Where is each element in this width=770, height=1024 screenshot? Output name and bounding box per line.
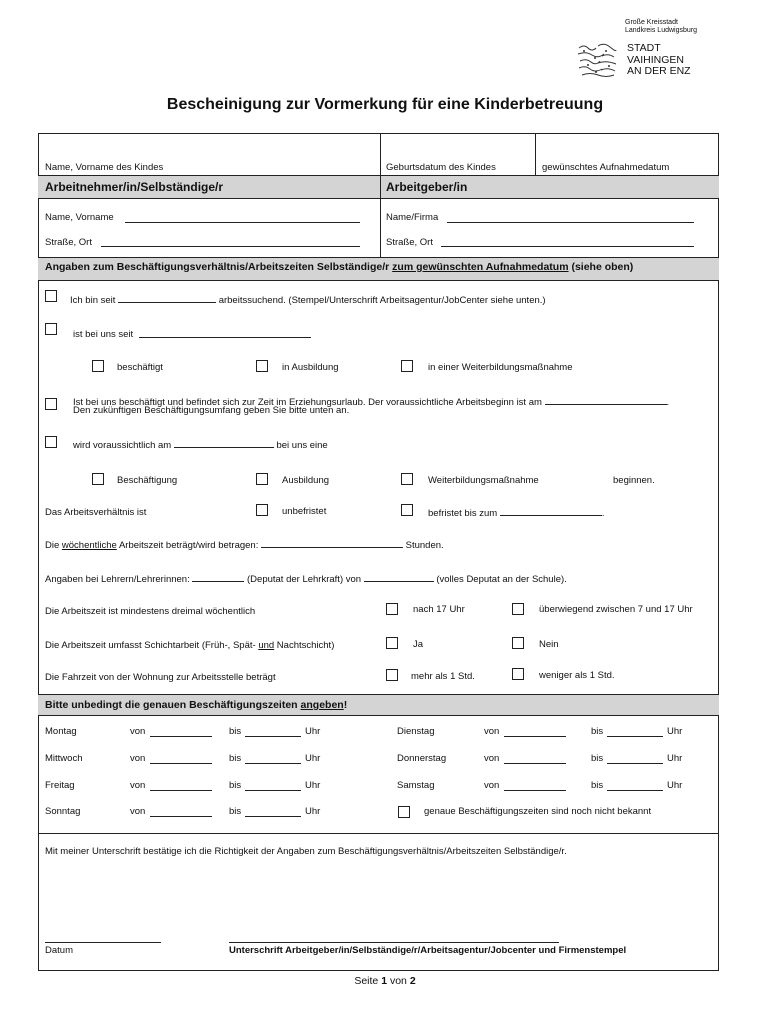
between-checkbox[interactable] — [512, 603, 524, 615]
to-time-field[interactable] — [245, 736, 301, 737]
employee-name-label: Name, Vorname — [45, 212, 114, 223]
times-heading — [45, 699, 347, 711]
admission-date-label: gewünschtes Aufnahmedatum — [542, 162, 670, 173]
parental-leave-checkbox[interactable] — [45, 398, 57, 410]
divider — [535, 133, 536, 175]
shift-underlined: und — [258, 640, 275, 651]
future-before: wird voraussichtlich am — [73, 440, 174, 451]
from-time-field[interactable] — [504, 736, 566, 737]
further-education-checkbox[interactable] — [401, 473, 413, 485]
shift-text — [45, 640, 334, 651]
page-prefix: Seite — [354, 975, 382, 987]
logo-line-3: AN DER ENZ — [627, 65, 691, 77]
after17-checkbox[interactable] — [386, 603, 398, 615]
commute-label: Die Fahrzeit von der Wohnung zur Arbeitsstelle beträgt — [45, 672, 276, 683]
since-checkbox[interactable] — [45, 323, 57, 335]
future-checkbox[interactable] — [45, 436, 57, 448]
from-label: von — [130, 806, 146, 817]
shift-no-checkbox[interactable] — [512, 637, 524, 649]
employee-street-field[interactable] — [101, 246, 360, 247]
parental-line-1: Ist bei uns beschäftigt und befindet sich zur Zeit im Erziehungsurlaub. Der voraussichtliche Arbeitsbeginn ist am . — [73, 397, 670, 408]
weekday-label: Samstag — [397, 780, 435, 791]
thrice-label: Die Arbeitszeit ist mindestens dreimal wöchentlich — [45, 606, 256, 617]
weekly-underlined: wöchentliche — [61, 540, 117, 551]
commute-more-checkbox[interactable] — [386, 669, 398, 681]
to-time-field[interactable] — [607, 736, 663, 737]
weekday-label: Dienstag — [397, 726, 435, 737]
from-time-field[interactable] — [150, 790, 212, 791]
limited-checkbox[interactable] — [401, 504, 413, 516]
shift-after: Nachtschicht) — [274, 640, 335, 651]
logo-line-2: VAIHINGEN — [627, 53, 684, 66]
shift-yes-checkbox[interactable] — [386, 637, 398, 649]
after17-label: nach 17 Uhr — [413, 604, 465, 615]
apprenticeship-label: Ausbildung — [282, 475, 330, 486]
weekday-label: Montag — [45, 726, 77, 737]
times-unknown-checkbox[interactable] — [398, 806, 410, 818]
parental-text-1: Ist bei uns beschäftigt und befindet sich zur Zeit im Erziehungsurlaub. Der voraussichtliche Arbeitsbeginn ist am — [73, 397, 545, 408]
from-time-field[interactable] — [150, 816, 212, 817]
limited-text: befristet bis zum . — [428, 508, 605, 519]
to-label: bis — [591, 726, 604, 737]
to-time-field[interactable] — [245, 790, 301, 791]
from-label: von — [484, 726, 500, 737]
teachers-mid: (Deputat der Lehrkraft) von — [244, 574, 364, 585]
training-label: in Ausbildung — [282, 362, 339, 373]
uhr-label: Uhr — [305, 753, 321, 764]
to-label: bis — [229, 806, 242, 817]
weekday-label: Mittwoch — [45, 753, 83, 764]
employment-heading-b: zum gewünschten Aufnahmedatum — [392, 261, 569, 273]
limited-label: befristet bis zum — [428, 508, 500, 519]
weekly-before: Die — [45, 540, 62, 551]
to-time-field[interactable] — [245, 816, 301, 817]
authority-block — [625, 19, 697, 35]
seeking-text — [70, 293, 546, 306]
city-coat-of-arms-icon — [576, 42, 618, 78]
seeking-before: Ich bin seit — [70, 295, 119, 306]
seeking-checkbox[interactable] — [45, 290, 57, 302]
future-text — [73, 438, 328, 451]
further-training-checkbox[interactable] — [401, 360, 413, 372]
to-label: bis — [229, 726, 242, 737]
teachers-text — [45, 572, 567, 585]
employee-name-field[interactable] — [125, 222, 360, 223]
begin-label: beginnen. — [613, 475, 655, 486]
times-heading-a: Bitte unbedingt die genauen Beschäftigungszeiten — [45, 699, 301, 711]
from-time-field[interactable] — [504, 790, 566, 791]
city-logo-text — [627, 43, 691, 78]
teachers-after: (volles Deputat an der Schule). — [433, 574, 567, 585]
contract-label: Das Arbeitsverhältnis ist — [45, 507, 147, 518]
employer-firm-field[interactable] — [447, 222, 694, 223]
commute-less-checkbox[interactable] — [512, 668, 524, 680]
employer-heading: Arbeitgeber/in — [386, 180, 468, 194]
employment-checkbox[interactable] — [92, 473, 104, 485]
employment-heading — [45, 261, 633, 273]
employed-label: beschäftigt — [117, 362, 163, 373]
uhr-label: Uhr — [667, 726, 683, 737]
times-header — [38, 694, 719, 716]
from-label: von — [130, 726, 146, 737]
employment-heading-c: (siehe oben) — [568, 261, 634, 273]
authority-city: Große Kreisstadt — [625, 19, 678, 26]
confirm-text: Mit meiner Unterschrift bestätige ich die Richtigkeit der Angaben zum Beschäftigungsverhältnis/Arbeitszeiten Selbständige/r. — [45, 846, 567, 857]
page-number — [0, 975, 770, 987]
teachers-before: Angaben bei Lehrern/Lehrerinnen: — [45, 574, 193, 585]
from-label: von — [484, 753, 500, 764]
uhr-label: Uhr — [667, 753, 683, 764]
to-label: bis — [229, 753, 242, 764]
divider — [380, 175, 381, 257]
seeking-since-field[interactable] — [118, 293, 216, 303]
page-mid: von — [387, 975, 410, 987]
from-time-field[interactable] — [150, 763, 212, 764]
employee-heading: Arbeitnehmer/in/Selbständige/r — [45, 180, 224, 194]
authority-district: Landkreis Ludwigsburg — [625, 27, 697, 34]
employed-checkbox[interactable] — [92, 360, 104, 372]
commute-less-label: weniger als 1 Std. — [539, 670, 615, 681]
employment-header — [38, 257, 719, 281]
from-label: von — [130, 780, 146, 791]
divider — [38, 833, 719, 834]
to-time-field[interactable] — [607, 763, 663, 764]
uhr-label: Uhr — [667, 780, 683, 791]
uhr-label: Uhr — [305, 780, 321, 791]
employment-heading-a: Angaben zum Beschäftigungsverhältnis/Arbeitszeiten Selbständige/r — [45, 261, 393, 273]
logo-line-1: STADT — [627, 42, 661, 54]
date-field[interactable] — [45, 942, 161, 943]
from-label: von — [130, 753, 146, 764]
employer-street-label: Straße, Ort — [386, 237, 433, 248]
from-time-field[interactable] — [150, 736, 212, 737]
further-education-label: Weiterbildungsmaßnahme — [428, 475, 539, 486]
employer-street-field[interactable] — [441, 246, 694, 247]
parental-begin-field[interactable] — [545, 395, 667, 405]
weekly-mid: Arbeitszeit beträgt/wird betragen: — [116, 540, 261, 551]
unlimited-checkbox[interactable] — [256, 504, 268, 516]
from-time-field[interactable] — [504, 763, 566, 764]
page-current: 1 — [381, 975, 388, 987]
training-checkbox[interactable] — [256, 360, 268, 372]
times-heading-c: ! — [343, 699, 348, 711]
since-field[interactable] — [139, 337, 311, 338]
school-deputat-field[interactable] — [364, 572, 434, 582]
divider — [380, 133, 381, 175]
uhr-label: Uhr — [305, 806, 321, 817]
future-after: bei uns eine — [273, 440, 328, 451]
from-label: von — [484, 780, 500, 791]
weekly-hours-field[interactable] — [261, 538, 403, 548]
to-label: bis — [591, 753, 604, 764]
to-label: bis — [229, 780, 242, 791]
signature-field[interactable] — [229, 942, 559, 943]
weekday-label: Freitag — [45, 780, 75, 791]
future-date-field[interactable] — [174, 438, 274, 448]
child-birthdate-label: Geburtsdatum des Kindes — [386, 162, 496, 173]
shift-yes-label: Ja — [413, 639, 424, 650]
times-unknown-label: genaue Beschäftigungszeiten sind noch nicht bekannt — [424, 806, 652, 817]
teacher-deputat-field[interactable] — [192, 572, 244, 582]
between-label: überwiegend zwischen 7 und 17 Uhr — [539, 604, 693, 615]
weekly-after: Stunden. — [403, 540, 444, 551]
date-label: Datum — [45, 945, 73, 956]
to-label: bis — [591, 780, 604, 791]
shift-no-label: Nein — [539, 639, 559, 650]
uhr-label: Uhr — [305, 726, 321, 737]
page-total: 2 — [409, 975, 416, 987]
weekday-label: Sonntag — [45, 806, 81, 817]
unlimited-label: unbefristet — [282, 506, 327, 517]
limited-until-field[interactable] — [500, 506, 602, 516]
commute-more-label: mehr als 1 Std. — [411, 671, 475, 682]
child-name-label: Name, Vorname des Kindes — [45, 162, 164, 173]
parental-line-2: Den zukünftigen Beschäftigungsumfang geben Sie bitte unten an. — [73, 405, 350, 416]
to-time-field[interactable] — [245, 763, 301, 764]
weekday-label: Donnerstag — [397, 753, 447, 764]
since-label: ist bei uns seit — [73, 329, 134, 340]
employer-firm-label: Name/Firma — [386, 212, 439, 223]
times-heading-b: angeben — [300, 699, 344, 711]
to-time-field[interactable] — [607, 790, 663, 791]
further-training-label: in einer Weiterbildungsmaßnahme — [428, 362, 573, 373]
seeking-after: arbeitssuchend. (Stempel/Unterschrift Arbeitsagentur/JobCenter siehe unten.) — [216, 295, 546, 306]
employment-label: Beschäftigung — [117, 475, 178, 486]
shift-before: Die Arbeitszeit umfasst Schichtarbeit (Früh-, Spät- — [45, 640, 259, 651]
page-title: Bescheinigung zur Vormerkung für eine Kinderbetreuung — [166, 96, 604, 113]
weekly-text — [45, 538, 444, 551]
signature-label: Unterschrift Arbeitgeber/in/Selbständige/r/Arbeitsagentur/Jobcenter und Firmenstempel — [229, 945, 627, 956]
employee-street-label: Straße, Ort — [45, 237, 92, 248]
apprenticeship-checkbox[interactable] — [256, 473, 268, 485]
